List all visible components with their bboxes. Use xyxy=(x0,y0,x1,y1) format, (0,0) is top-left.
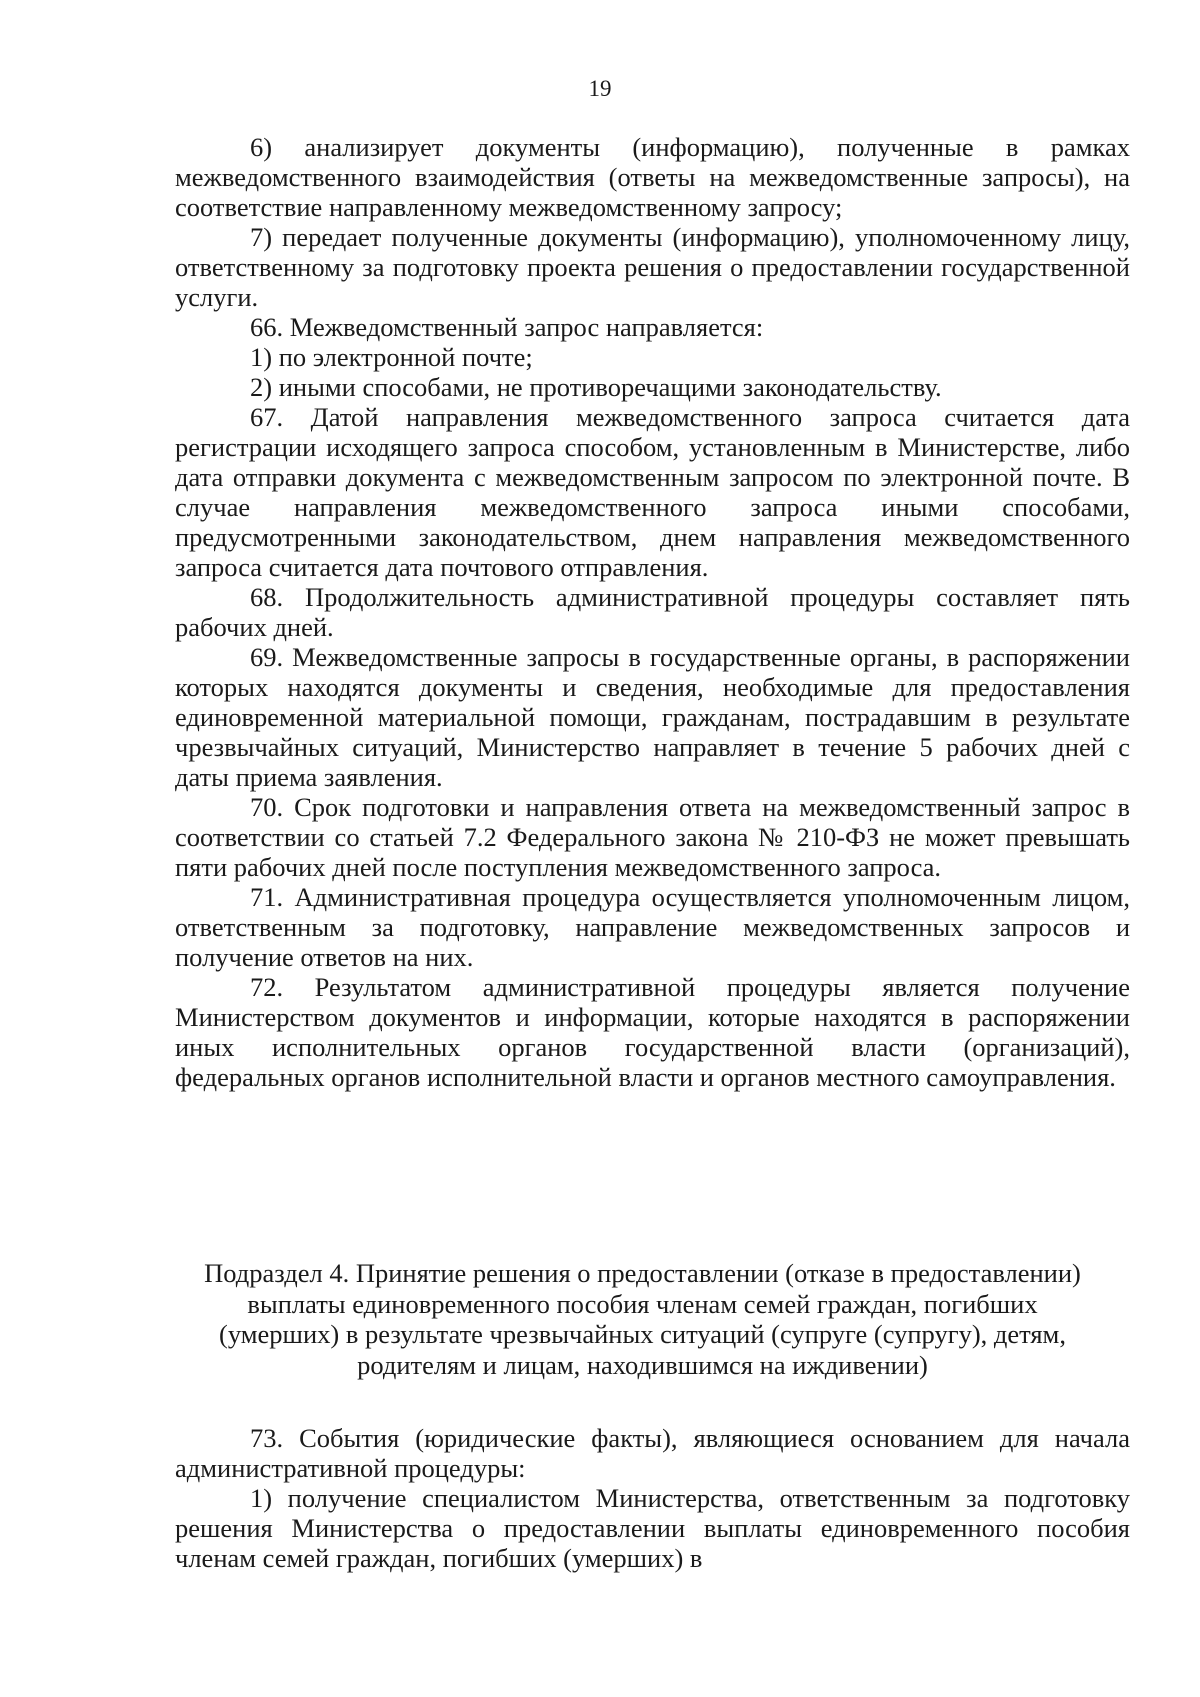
subsection-title-line: Подраздел 4. Принятие решения о предоставлении (отказе в предоставлении) xyxy=(204,1258,1081,1288)
paragraph: 69. Межведомственные запросы в государственные органы, в распоряжении которых находятся документы и сведения, необходимые для предоставления единовременной материальной помощи, гражданам, пострадавшим в результате чрезвычайных ситуаций, Министерство направляет в течение 5 рабочих дней с даты приема заявления. xyxy=(175,642,1130,792)
subsection-title-line: выплаты единовременного пособия членам семей граждан, погибших xyxy=(247,1288,1038,1319)
paragraph: 67. Датой направления межведомственного запроса считается дата регистрации исходящего запроса способом, установленным в Министерстве, либо дата отправки документа с межведомственным запросом по электронной почте. В случае направления межведомственного запроса иными способами, предусмотренными законодательством, днем направления межведомственного запроса считается дата почтового отправления. xyxy=(175,402,1130,582)
paragraph: 1) получение специалистом Министерства, ответственным за подготовку решения Министерства о предоставлении выплаты единовременного пособия членам семей граждан, погибших (умерших) в xyxy=(175,1483,1130,1573)
paragraph: 73. События (юридические факты), являющиеся основанием для начала административной процедуры: xyxy=(175,1423,1130,1483)
paragraph: 68. Продолжительность административной процедуры составляет пять рабочих дней. xyxy=(175,582,1130,642)
paragraph: 6) анализирует документы (информацию), полученные в рамках межведомственного взаимодействия (ответы на межведомственные запросы), на соответствие направленному межведомственному запросу; xyxy=(175,132,1130,222)
body-text xyxy=(175,132,1130,1092)
subsection-title-line: (умерших) в результате чрезвычайных ситуаций (супруге (супругу), детям, xyxy=(219,1319,1066,1349)
body-text-continued xyxy=(175,1423,1130,1573)
paragraph: 70. Срок подготовки и направления ответа на межведомственный запрос в соответствии со статьей 7.2 Федерального закона № 210-ФЗ не может превышать пяти рабочих дней после поступления межведомственного запроса. xyxy=(175,792,1130,882)
paragraph: 2) иными способами, не противоречащими законодательству. xyxy=(250,372,942,402)
paragraph: 71. Административная процедура осуществляется уполномоченным лицом, ответственным за подготовку, направление межведомственных запросов и получение ответов на них. xyxy=(175,882,1130,972)
paragraph: 7) передает полученные документы (информацию), уполномоченному лицу, ответственному за подготовку проекта решения о предоставлении государственной услуги. xyxy=(175,222,1130,312)
subsection-title-line: родителям и лицам, находившимся на иждивении) xyxy=(357,1349,928,1380)
paragraph: 72. Результатом административной процедуры является получение Министерством документов и информации, которые находятся в распоряжении иных исполнительных органов государственной власти (организаций), федеральных органов исполнительной власти и органов местного самоуправления. xyxy=(175,972,1130,1092)
paragraph: 1) по электронной почте; xyxy=(250,342,533,372)
page-number: 19 xyxy=(588,76,612,101)
subsection-title xyxy=(150,1258,1135,1380)
paragraph: 66. Межведомственный запрос направляется: xyxy=(250,312,764,342)
